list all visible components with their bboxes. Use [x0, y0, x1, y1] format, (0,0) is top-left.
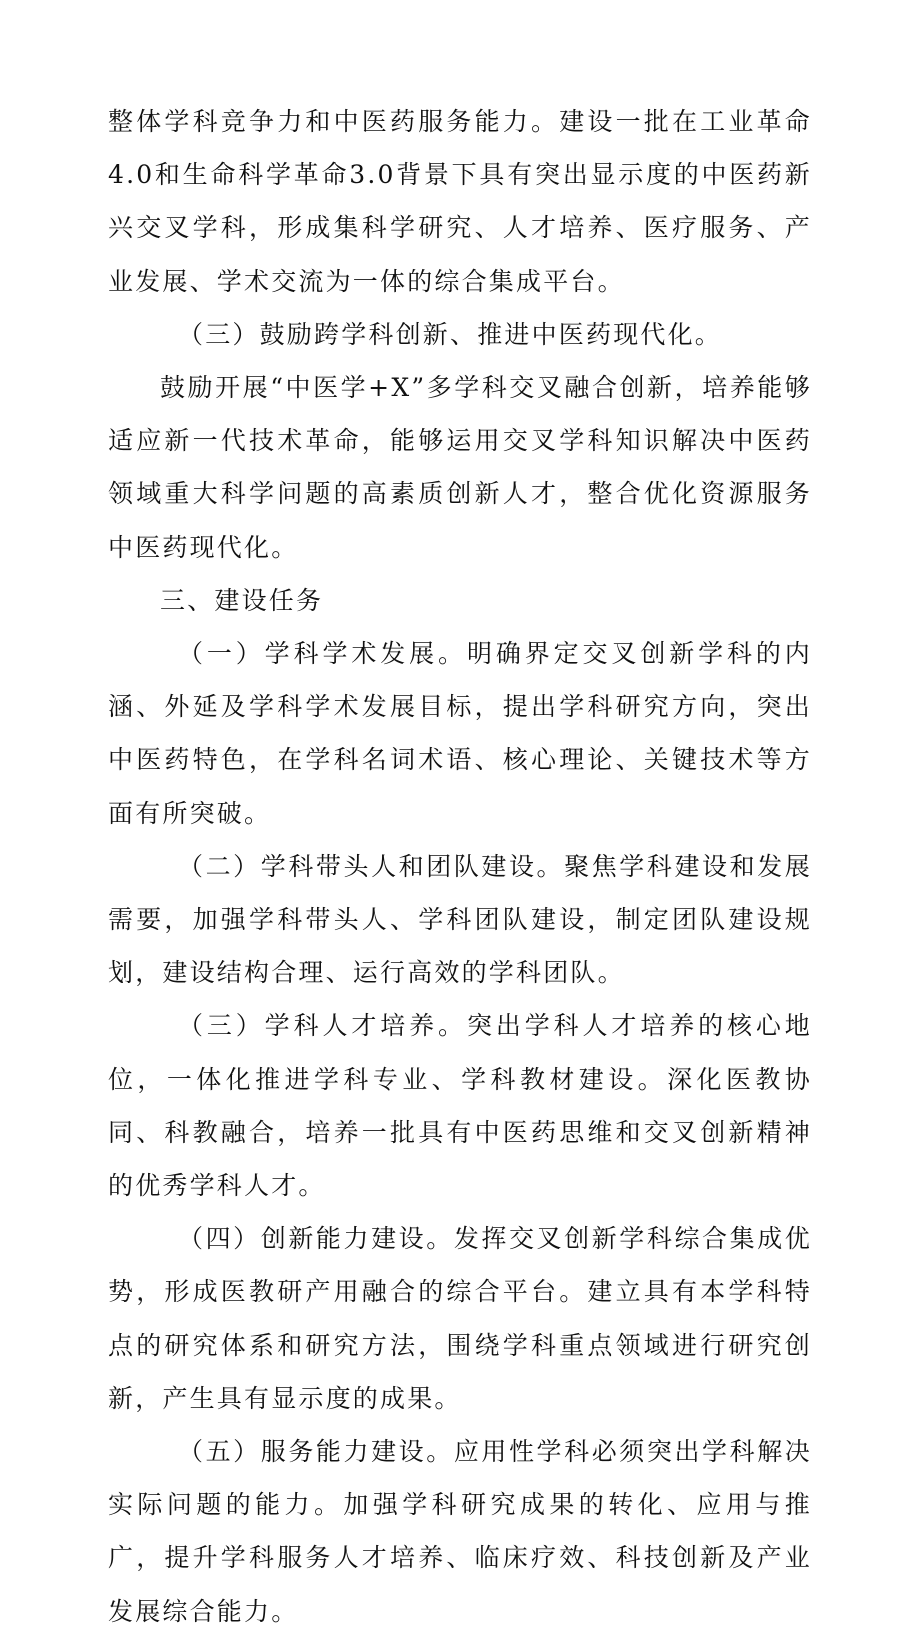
- paragraph-intro-continuation: 整体学科竞争力和中医药服务能力。建设一批在工业革命4.0和生命科学革命3.0背景下具有突出显示度的中医药新兴交叉学科，形成集科学研究、人才培养、医疗服务、产业发展、学术交流为一体的综合集成平台。: [108, 107, 812, 296]
- paragraph-task-three: （三）学科人才培养。突出学科人才培养的核心地位，一体化推进学科专业、学科教材建设。深化医教协同、科教融合，培养一批具有中医药思维和交叉创新精神的优秀学科人才。: [108, 1011, 812, 1201]
- paragraph-task-one: （一）学科学术发展。明确界定交叉创新学科的内涵、外延及学科学术发展目标，提出学科研究方向，突出中医药特色，在学科名词术语、核心理论、关键技术等方面有所突破。: [108, 639, 812, 828]
- document-body: [108, 95, 812, 1638]
- paragraph-task-four: （四）创新能力建设。发挥交叉创新学科综合集成优势，形成医教研产用融合的综合平台。建立具有本学科特点的研究体系和研究方法，围绕学科重点领域进行研究创新，产生具有显示度的成果。: [108, 1224, 812, 1413]
- paragraph-item-three-title: （三）鼓励跨学科创新、推进中医药现代化。: [178, 319, 723, 349]
- paragraph-task-five: （五）服务能力建设。应用性学科必须突出学科解决实际问题的能力。加强学科研究成果的转化、应用与推广，提升学科服务人才培养、临床疗效、科技创新及产业发展综合能力。: [108, 1437, 812, 1626]
- paragraph-item-three-body: 鼓励开展“中医学+X”多学科交叉融合创新，培养能够适应新一代技术革命，能够运用交叉学科知识解决中医药领域重大科学问题的高素质创新人才，整合优化资源服务中医药现代化。: [108, 373, 812, 562]
- section-heading-construction-tasks: 三、建设任务: [160, 585, 324, 615]
- paragraph-task-two: （二）学科带头人和团队建设。聚焦学科建设和发展需要，加强学科带头人、学科团队建设，制定团队建设规划，建设结构合理、运行高效的学科团队。: [108, 851, 812, 988]
